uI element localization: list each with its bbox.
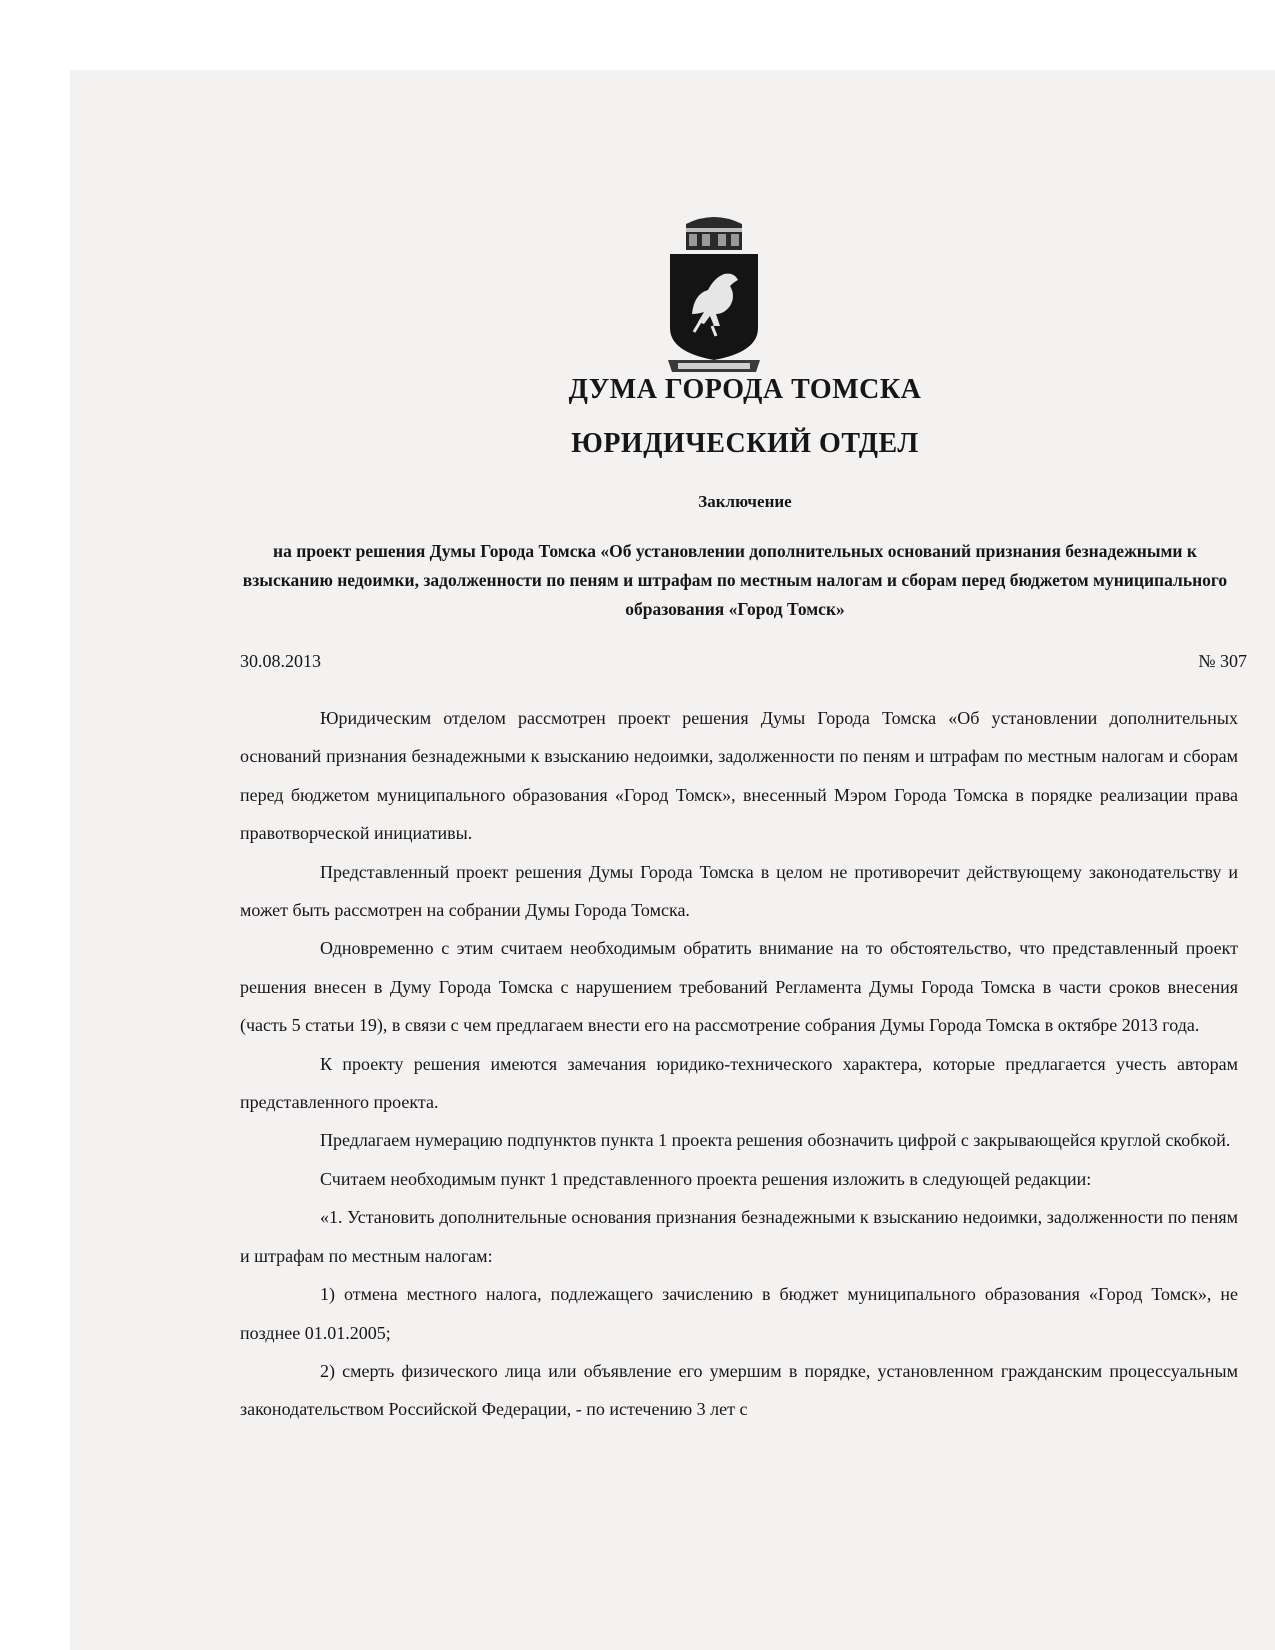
department-title: ЮРИДИЧЕСКИЙ ОТДЕЛ xyxy=(571,428,919,459)
document-subject: на проект решения Думы Города Томска «Об установлении дополнительных оснований признания безнадежными к взысканию недоимки, задолженности по пеням и штрафам по местным налогам и сборам перед бюджетом муниципального образования «Город Томск» xyxy=(242,541,1228,619)
tomsk-coat-of-arms-icon xyxy=(664,210,764,375)
organization-title: ДУМА ГОРОДА ТОМСКА xyxy=(568,374,922,405)
document-date: 30.08.2013 xyxy=(240,651,321,671)
body-paragraph: К проекту решения имеются замечания юридико-технического характера, которые предлагается учесть авторам представленного проекта. xyxy=(240,1053,1238,1113)
body-paragraph: Юридическим отделом рассмотрен проект решения Думы Города Томска «Об установлении дополнительных оснований признания безнадежными к взысканию недоимки, задолженности по пеням и штрафам по местным налогам и сборам перед бюджетом муниципального образования «Город Томск», внесенный Мэром Города Томска в порядке реализации права правотворческой инициативы. xyxy=(240,708,1238,844)
document-body xyxy=(240,699,1238,1429)
body-paragraph: 1) отмена местного налога, подлежащего зачислению в бюджет муниципального образования «Город Томск», не позднее 01.01.2005; xyxy=(240,1284,1238,1343)
document-number: № 307 xyxy=(1198,651,1247,671)
body-paragraph: Предлагаем нумерацию подпунктов пункта 1 проекта решения обозначить цифрой с закрывающейся круглой скобкой. xyxy=(320,1130,1231,1151)
body-paragraph: «1. Установить дополнительные основания признания безнадежными к взысканию недоимки, задолженности по пеням и штрафам по местным налогам: xyxy=(240,1207,1238,1266)
document-kind: Заключение xyxy=(698,492,792,511)
body-paragraph: Представленный проект решения Думы Города Томска в целом не противоречит действующему законодательству и может быть рассмотрен на собрании Думы Города Томска. xyxy=(240,861,1238,921)
body-paragraph: 2) смерть физического лица или объявление его умершим в порядке, установленном гражданским процессуальным законодательством Российской Федерации, - по истечению 3 лет с xyxy=(240,1360,1238,1420)
body-paragraph: Одновременно с этим считаем необходимым обратить внимание на то обстоятельство, что представленный проект решения внесен в Думу Города Томска с нарушением требований Регламента Думы Города Томска в части сроков внесения (часть 5 статьи 19), в связи с чем предлагаем внести его на рассмотрение собрания Думы Города Томска в октябре 2013 года. xyxy=(240,938,1238,1036)
body-paragraph: Считаем необходимым пункт 1 представленного проекта решения изложить в следующей редакции: xyxy=(320,1168,1092,1189)
